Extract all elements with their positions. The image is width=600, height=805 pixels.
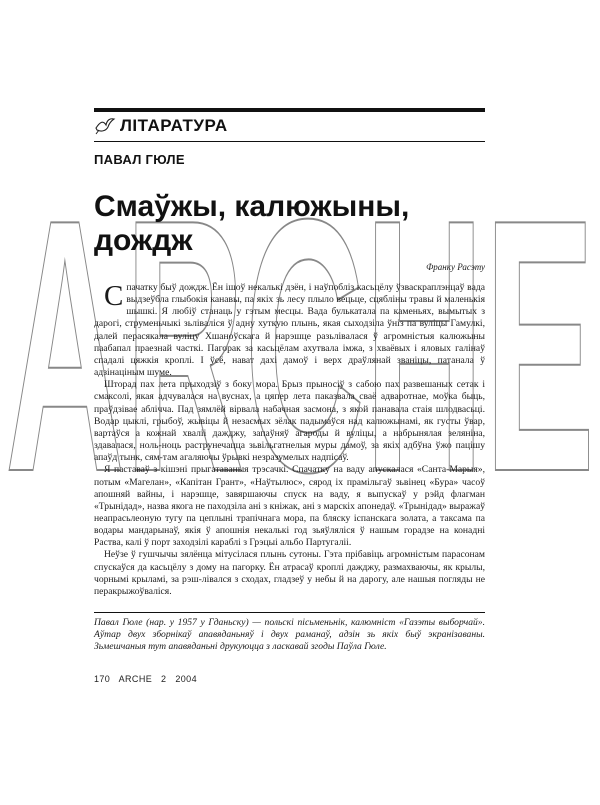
paragraph-1 xyxy=(94,282,485,379)
bio-text: Павал Гюле (нар. у 1957 у Гданьску) — польскі пісьменьнік, калюмніст «Газэты выборчай». Аўтар двух зборнікаў апавяданьняў і двух раманаў, адзін зь якіх быў экранізаваны. Зьмешчаныя тут апавяданьні друкуюцца з ласкавай згоды Паўла Гюле. xyxy=(94,617,485,653)
watermark-text: ARCHE xyxy=(5,145,595,547)
bird-icon xyxy=(94,116,116,136)
section-title: ЛІТАРАТУРА xyxy=(120,116,228,135)
section-bottom-rule xyxy=(94,141,485,142)
section-header xyxy=(94,114,228,138)
section-top-rule xyxy=(94,108,485,112)
drop-cap: С xyxy=(104,280,124,312)
bio-rule xyxy=(94,612,485,613)
issue-year: 2004 xyxy=(175,674,197,684)
article-body xyxy=(94,282,485,598)
article-author: ПАВАЛ ГЮЛЕ xyxy=(94,152,185,167)
paragraph-2: Шторад пах лета прыходзіў з боку мора. Брыз прыносіў з сабою пах развешаных сетак і смаксолі, якая адчувалася на вуснах, а цяпер лета паказвала сваё адваротнае, моўка быць, праўдзівае аблічча. Пад зямлёй вірвала набачная засмона, з якой панавала стаія шлодвасьці. Вoдар цыклі, грыбоў, жывіцы й незаємых зёлак падымаўся над калюжынамі, як густы ўвар, вартаўся а кожнай хваліі дажджу, запаўняў агароды й вуліцы, а набрынялая зеляніна, здавалася, ноль-ноць раструнечацца зьвільгатнелыя муры дамоў, за якіх адбўна ўжо пацішу апаўд тынк, сям-там агаляючы ўрывкі незразумелых надпісаў. xyxy=(94,379,485,464)
author-bio xyxy=(94,617,485,654)
page-number: 170 xyxy=(94,674,111,684)
paragraph-text: пачатку быў дождж. Ён ішоў некалькі дзён, і наўпобліз касьцёлу ўзваскраплэнцаў вада выдзеўбла глыбокія канавы, па якіх зь лесу плыло вецьце, сцябліны травы й маленькія шышкі. Я любіў станаць у гэтым месцы. Вада булькатала па каменьях, вымытых з дарогі, струменьчыкі зьлівaліся ў адну хуткую плынь, якая сыходзіла ўніз па вуліцы Гамулкі, далей перасякала вуліцу Хшанoўскага й нарэшце разьлівалася ў агромністыя калюжыны паабапал праезнай часткі. Пагорак за касьцёлам ахутвала імжа, з хваёвых і яловых галінаў спадалі цяжкія кроплі. І ўсё, нават дахі дамоў і верх драўлянай званіцы, патанала ў адзінаціным шуме. xyxy=(94,282,485,379)
issue-number: 2 xyxy=(161,674,167,684)
article-title: Смаўжы, калюжыны, дождж xyxy=(94,190,410,257)
paragraph-3: Я паставаў з кішэні прыгатаваныя трэсачкі. Спачатку на ваду апускалася «Санта-Марыя», потым «Магелан», «Капітан Грант», «Наўтылюс», сярод іх прамільгаў зьвінец «Бура» часоў апошняй вайны, і нарэшце, завяршаючы спуск на ваду, я выпускаў у рэйд флагман «Трынідад», назва якога не паходзіла ані з кніжак, ані з марскіх апонедаў. «Трынідад» выражаў неапрасьлеоную тугу па цеплыні трапічнага мора, па бляску іспанскага золата, а таксама па водары мандарынаў, якія ў апошнія некалькі год зьяўляліся ў нашым горадзе на конадні Раства, калі ў порт заходзілі караблі з Грэцыі альбо Партугаліі. xyxy=(94,464,485,549)
page-footer xyxy=(94,674,203,684)
magazine-name: ARCHE xyxy=(118,674,153,684)
paragraph-4: Неўзе ў гушчычы зялёнца мітусілася плынь сутоны. Гэта прібавіць агромністым парасонам спускаўся да касьцёлу з дому на пагорку. Ён атрасаў кроплі дажджу, размахваючы, як крылы, чорнымі крыламі, за рэш-лівался з сходах, гладзеў у небы й на дарогу, але нашыя погляды не перакрыжоўваліся. xyxy=(94,549,485,597)
article-dedication: Франку Расэту xyxy=(426,262,485,272)
